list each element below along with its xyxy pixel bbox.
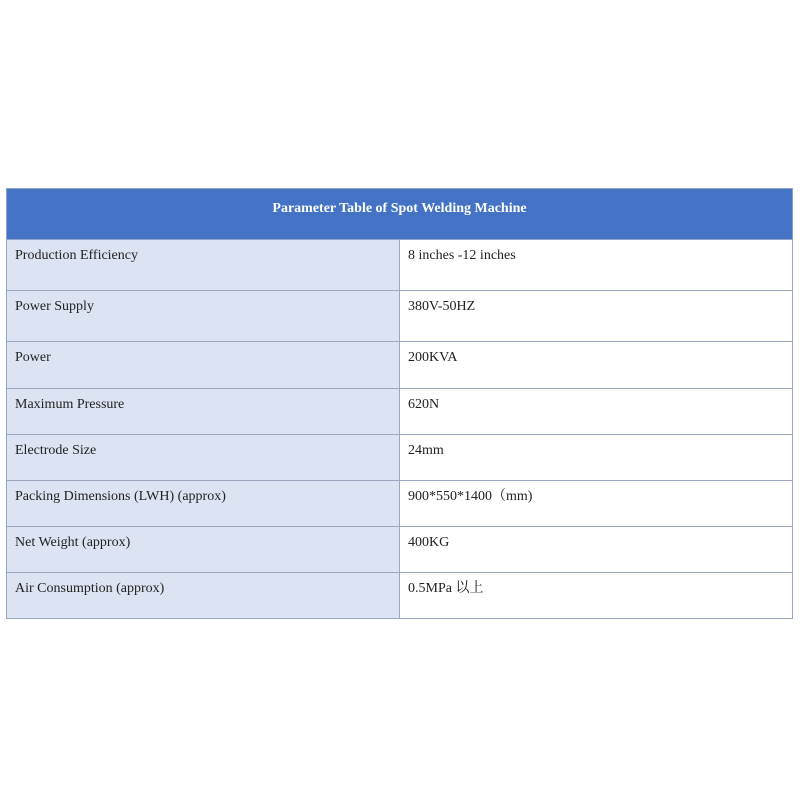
parameter-label: Air Consumption (approx): [7, 573, 400, 619]
table-row: [7, 240, 793, 291]
parameter-label: Electrode Size: [7, 435, 400, 481]
table-row: [7, 342, 793, 389]
parameter-value: 24mm: [400, 435, 793, 481]
table-row: [7, 291, 793, 342]
table-row: [7, 573, 793, 619]
table-row: [7, 481, 793, 527]
parameter-value: 900*550*1400（mm): [400, 481, 793, 527]
table-row: [7, 389, 793, 435]
parameter-value: 8 inches -12 inches: [400, 240, 793, 291]
parameter-label: Power Supply: [7, 291, 400, 342]
parameter-value: 0.5MPa 以上: [400, 573, 793, 619]
parameter-table: [6, 188, 793, 619]
parameter-label: Power: [7, 342, 400, 389]
parameter-value: 380V-50HZ: [400, 291, 793, 342]
table-header-row: [7, 189, 793, 240]
parameter-label: Packing Dimensions (LWH) (approx): [7, 481, 400, 527]
parameter-label: Net Weight (approx): [7, 527, 400, 573]
table-row: [7, 435, 793, 481]
parameter-value: 200KVA: [400, 342, 793, 389]
table-title: Parameter Table of Spot Welding Machine: [7, 189, 793, 240]
parameter-label: Maximum Pressure: [7, 389, 400, 435]
parameter-value: 620N: [400, 389, 793, 435]
table-row: [7, 527, 793, 573]
parameter-label: Production Efficiency: [7, 240, 400, 291]
parameter-value: 400KG: [400, 527, 793, 573]
